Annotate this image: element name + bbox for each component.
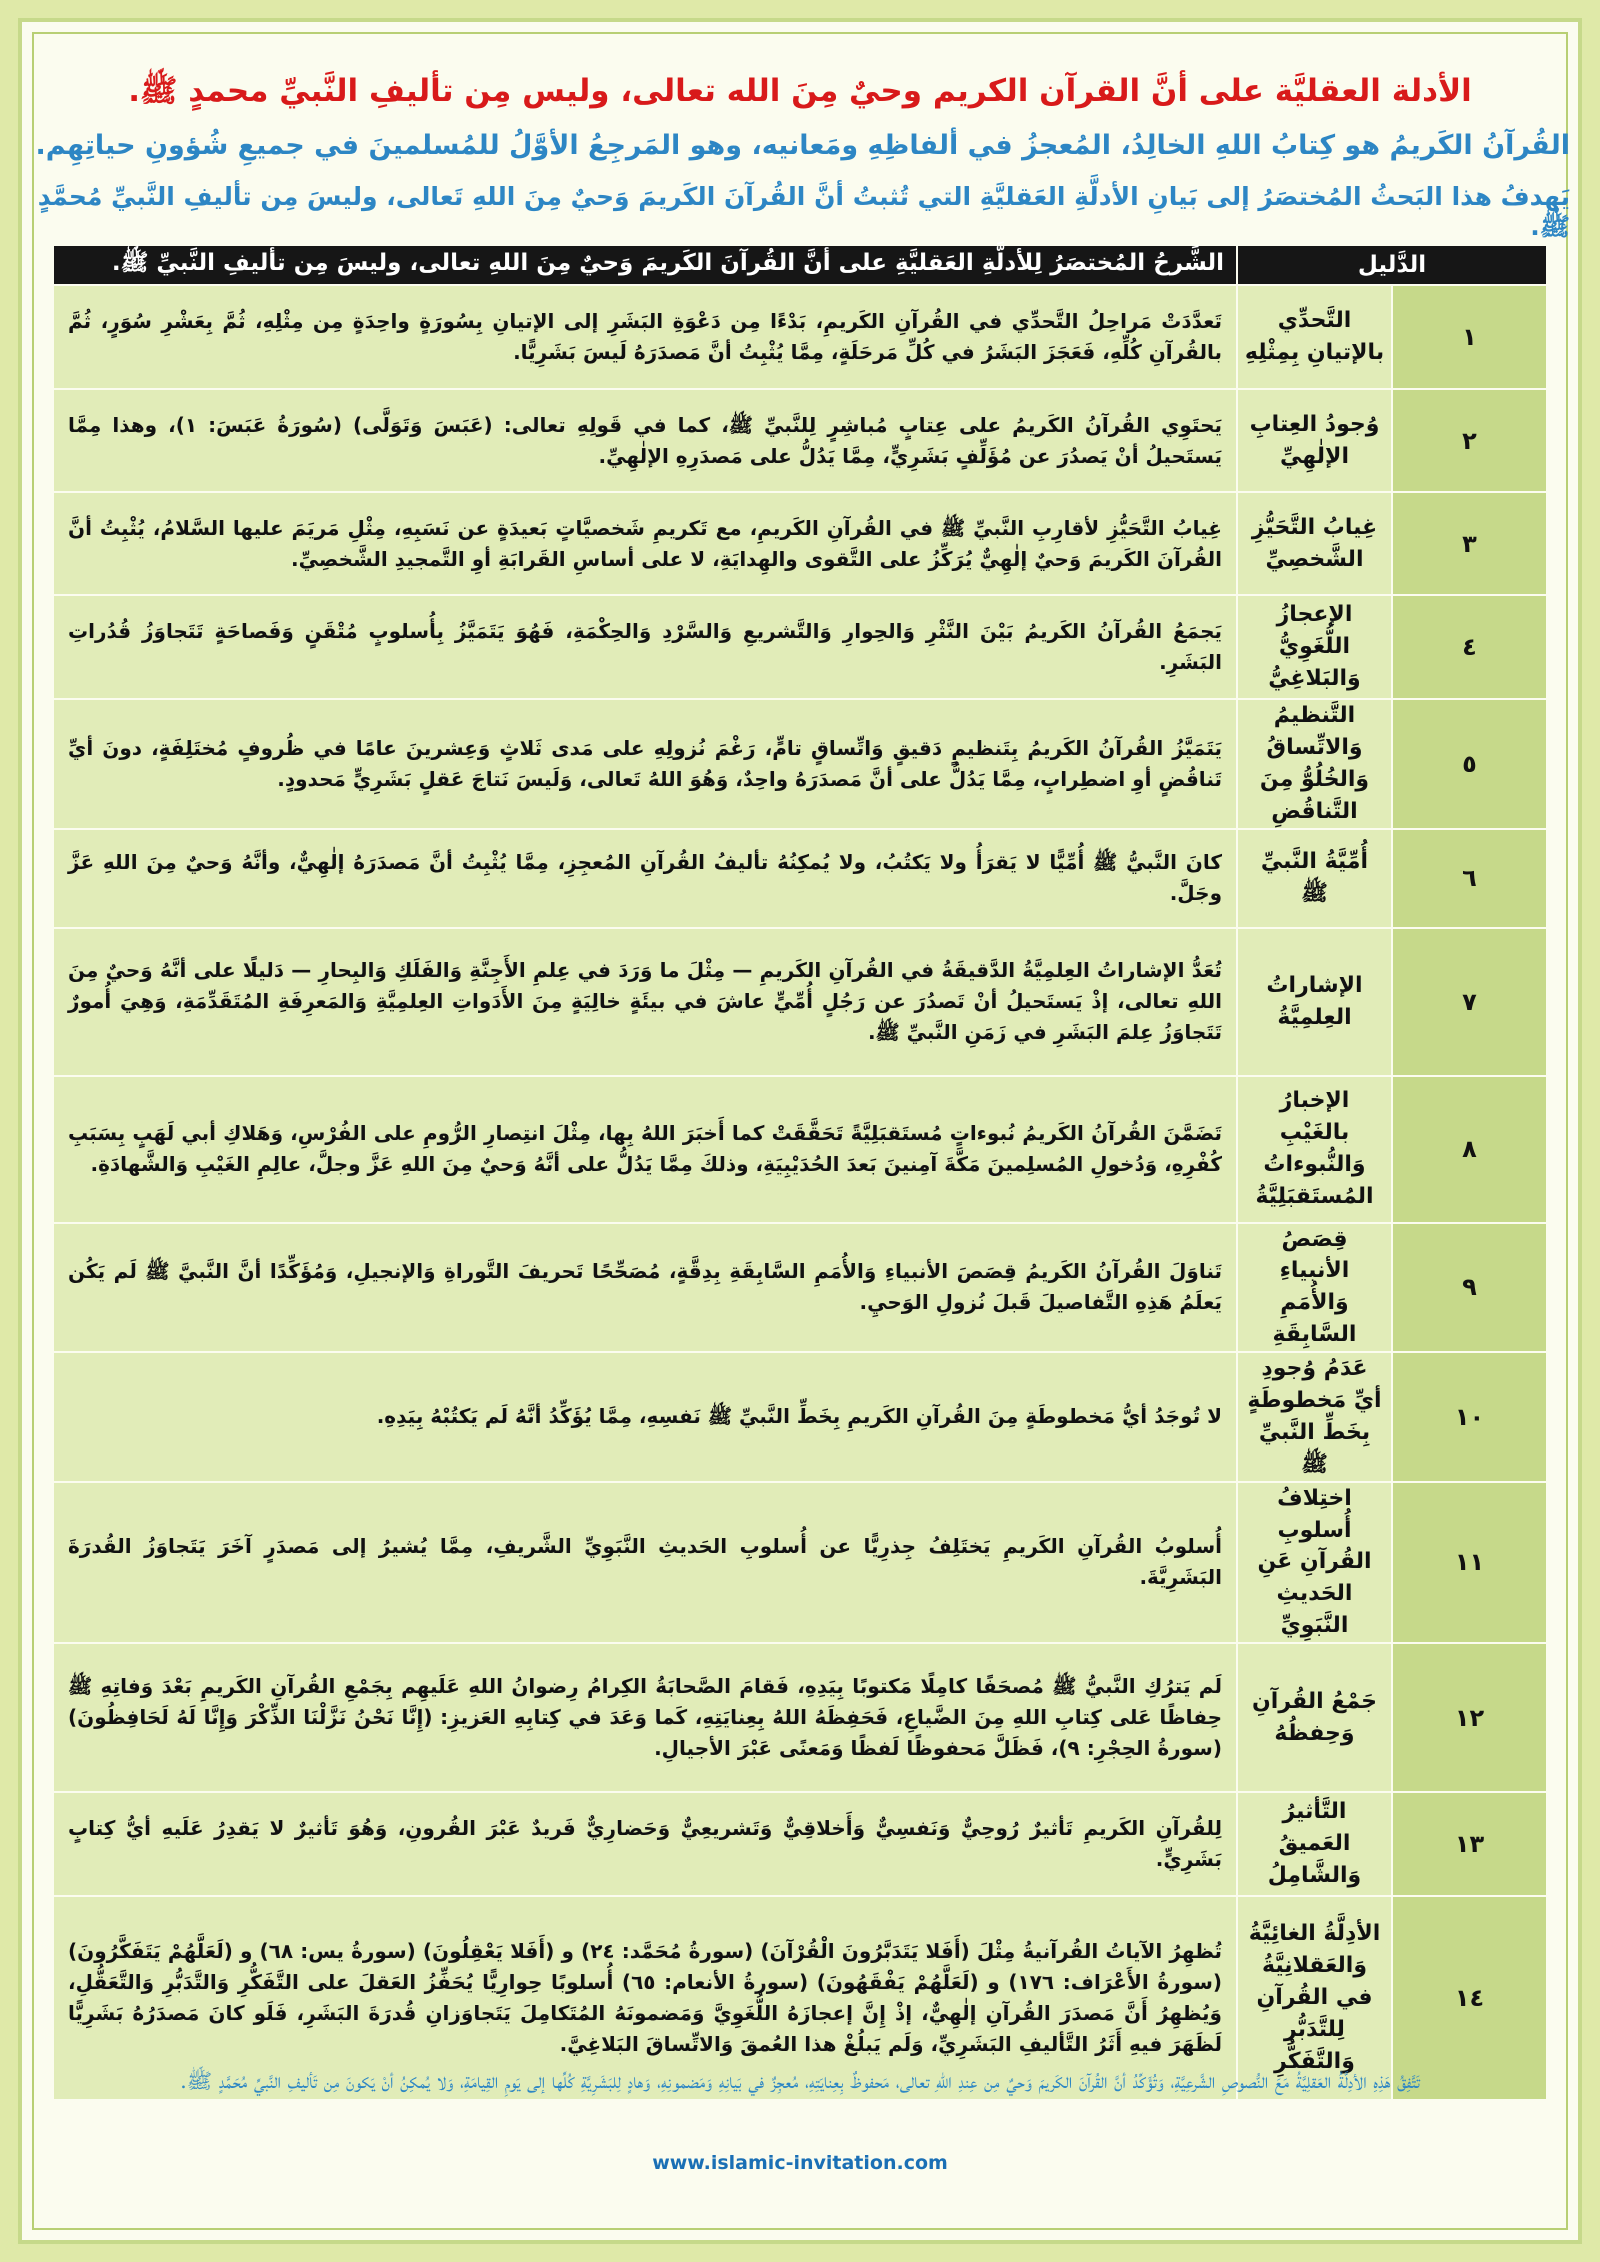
row-text: يَجمَعُ القُرآنُ الكَريمُ بَيْنَ النَّثْرِ وَالحِوارِ وَالتَّشريعِ وَالسَّرْدِ وَالحِكْمَةِ، فَهُوَ يَتَمَيَّزُ بِأُسلوبٍ مُتْقَنٍ وَفَصاحَةٍ تَتَجاوَزُ قُدُراتِ البَشَرِ.	[53, 595, 1237, 699]
row-text: تُعَدُّ الإشاراتُ العِلمِيَّةُ الدَّقيقَةُ في القُرآنِ الكَريمِ — مِثْلَ ما وَرَدَ في عِلمِ الأَجِنَّةِ وَالفَلَكِ وَالبِحارِ — دَليلًا على أنَّهُ وَحيٌ مِنَ اللهِ تعالى، إذْ يَستَحيلُ أنْ تَصدُرَ عن رَجُلٍ أُمِّيٍّ عاشَ في بيئَةٍ خالِيَةٍ مِنَ الأَدَواتِ العِلمِيَّةِ وَالمَعرِفَةِ المُتَقَدِّمَةِ، وَهِيَ أُمورٌ تَتَجاوَزُ عِلمَ البَشَرِ في زَمَنِ النَّبيِّ ﷺ.	[53, 928, 1237, 1076]
table-row	[53, 1076, 1547, 1223]
row-text: يَحتَوِي القُرآنُ الكَريمُ على عِتابٍ مُباشِرٍ لِلنَّبيِّ ﷺ، كما في قَولِهِ تعالى: (عَبَسَ وَتَوَلَّى) (سُورَةُ عَبَسَ: ١)، وهذا مِمَّا يَستَحيلُ أنْ يَصدُرَ عن مُؤَلِّفٍ بَشَرِيٍّ، مِمَّا يَدُلُّ على مَصدَرِهِ الإلٰهِيِّ.	[53, 389, 1237, 492]
table-row	[53, 389, 1547, 492]
row-title: الأدِلَّةُ الغائِيَّةُ وَالعَقلانِيَّةُ في القُرآنِ لِلتَّدَبُّرِ وَالتَّفَكُّرِ	[1237, 1896, 1392, 2100]
row-title: جَمْعُ القُرآنِ وَحِفظُهُ	[1237, 1643, 1392, 1792]
table-row	[53, 1643, 1547, 1792]
row-text: تَعدَّدَتْ مَراحِلُ التَّحدِّي في القُرآنِ الكَريمِ، بَدْءًا مِن دَعْوَةِ البَشَرِ إلى الإتيانِ بِسُورَةٍ واحِدَةٍ مِن مِثْلِهِ، ثُمَّ بِعَشْرِ سُوَرٍ، ثُمَّ بالقُرآنِ كُلِّهِ، فَعَجَزَ البَشَرُ في كُلِّ مَرحَلَةٍ، مِمَّا يُثْبِتُ أنَّ مَصدَرَهُ لَيسَ بَشَرِيًّا.	[53, 285, 1237, 389]
conclusion-text: تَتَّفِقُ هَذِهِ الأدِلَّةُ العَقلِيَّةُ مَعَ النُّصوصِ الشَّرعِيَّةِ، وَتُؤَكِّدُ أنَّ القُرآنَ الكَريمَ وَحيٌ مِن عِندِ اللهِ تعالى، مَحفوظٌ بِعِنايَتِهِ، مُعجِزٌ في بَيانِهِ وَمَضمونِهِ، وَهادٍ لِلبَشَرِيَّةِ كُلِّها إلى يَومِ القِيامَةِ، وَلا يُمكِنُ أنْ يَكونَ مِن تَأليفِ النَّبيِّ مُحَمَّدٍ ﷺ.	[180, 2069, 1420, 2093]
row-number: ٨	[1392, 1076, 1547, 1223]
website-link[interactable]: www.islamic-invitation.com	[652, 2152, 948, 2174]
table-row	[53, 1792, 1547, 1896]
row-title: اختِلافُ أُسلوبِ القُرآنِ عَنِ الحَديثِ النَّبَوِيِّ	[1237, 1482, 1392, 1643]
table-row	[53, 1223, 1547, 1353]
row-number: ٩	[1392, 1223, 1547, 1353]
row-number: ٥	[1392, 699, 1547, 829]
column-header-explanation: الشَّرحُ المُختصَرُ لِلأدلَّةِ العَقليَّةِ على أنَّ القُرآنَ الكَريمَ وَحيٌ مِنَ اللهِ تعالى، وليسَ مِن تأليفِ النَّبيِّ ﷺ.	[53, 245, 1237, 285]
row-text: تُظهِرُ الآياتُ القُرآنيةُ مِثْلَ (أَفَلا يَتَدَبَّرُونَ الْقُرْآنَ) (سورةُ مُحَمَّد: ٢٤) و (أَفَلا يَعْقِلُونَ) (سورةُ يس: ٦٨) و (لَعَلَّهُمْ يَتَفَكَّرُونَ) (سورةُ الأَعْرَاف: ١٧٦) و (لَعَلَّهُمْ يَفْقَهُونَ) (سورةُ الأنعام: ٦٥) أُسلوبًا حِوارِيًّا يُحَفِّزُ العَقلَ على التَّفَكُّرِ وَالتَّدَبُّرِ وَالتَّعَقُّلِ، وَيُظهِرُ أَنَّ مَصدَرَ القُرآنِ إلٰهِيٌّ، إذْ إِنَّ إعجازَهُ اللُّغَوِيَّ وَمَضمونَهُ المُتَكامِلَ يَتَجاوَزانِ قُدرَةَ البَشَرِ، فَلَو كانَ مَصدَرُهُ بَشَرِيًّا لَظَهَرَ فيهِ أَثَرُ التَّأليفِ البَشَرِيِّ، وَلَم يَبلُغْ هذا العُمقَ وَالاتِّساقَ البَلاغِيَّ.	[53, 1896, 1237, 2100]
row-text: لا تُوجَدُ أيُّ مَخطوطَةٍ مِنَ القُرآنِ الكَريمِ بِخَطِّ النَّبيِّ ﷺ نَفسِهِ، مِمَّا يُؤَكِّدُ أنَّهُ لَم يَكتُبْهُ بِيَدِهِ.	[53, 1352, 1237, 1482]
row-text: كانَ النَّبيُّ ﷺ أُمِّيًّا لا يَقرَأُ ولا يَكتُبُ، ولا يُمكِنُهُ تأليفُ القُرآنِ المُعجِزِ، مِمَّا يُثْبِتُ أنَّ مَصدَرَهُ إلٰهِيٌّ، وأنَّهُ وَحيٌ مِنَ اللهِ عَزَّ وجَلَّ.	[53, 829, 1237, 928]
row-number: ١٠	[1392, 1352, 1547, 1482]
row-title: عَدَمُ وُجودِ أيِّ مَخطوطَةٍ بِخَطِّ النَّبيِّ ﷺ	[1237, 1352, 1392, 1482]
row-number: ١٣	[1392, 1792, 1547, 1896]
page-title: الأدلة العقليَّة على أنَّ القرآن الكريم وحيٌ مِنَ الله تعالى، وليس مِن تأليفِ النَّبيِّ محمدٍ ﷺ.	[128, 73, 1472, 109]
row-title: أُمِّيَّةُ النَّبيِّ ﷺ	[1237, 829, 1392, 928]
row-text: لِلقُرآنِ الكَريمِ تَأثيرٌ رُوحِيٌّ وَنَفسِيٌّ وَأَخلاقِيٌّ وَتَشريعِيٌّ وَحَضارِيٌّ فَريدٌ عَبْرَ القُرونِ، وَهُوَ تَأثيرٌ لا يَقدِرُ عَلَيهِ أيُّ كِتابٍ بَشَرِيٍّ.	[53, 1792, 1237, 1896]
row-title: التَّأثيرُ العَميقُ وَالشَّامِلُ	[1237, 1792, 1392, 1896]
table-row	[53, 595, 1547, 699]
row-title: التَّحدِّي بالإتيانِ بِمِثْلِهِ	[1237, 285, 1392, 389]
row-number: ٦	[1392, 829, 1547, 928]
row-title: الإعجازُ اللُّغَوِيُّ وَالبَلاغِيُّ	[1237, 595, 1392, 699]
row-title: غِيابُ التَّحَيُّزِ الشَّخصِيِّ	[1237, 492, 1392, 595]
row-number: ١	[1392, 285, 1547, 389]
row-number: ١٤	[1392, 1896, 1547, 2100]
row-text: غِيابُ التَّحَيُّزِ لأقارِبِ النَّبيِّ ﷺ في القُرآنِ الكَريمِ، مع تَكريمِ شَخصيَّاتٍ بَعيدَةٍ عن نَسَبِهِ، مِثْلِ مَريَمَ عليها السَّلامُ، يُثْبِتُ أنَّ القُرآنَ الكَريمَ وَحيٌ إلٰهِيٌّ يُرَكِّزُ على التَّقوى والهِدايَةِ، لا على أساسِ القَرابَةِ أوِ التَّمجيدِ الشَّخصِيِّ.	[53, 492, 1237, 595]
table-row	[53, 285, 1547, 389]
intro-line-1: القُرآنُ الكَريمُ هو كِتابُ اللهِ الخالِدُ، المُعجزُ في ألفاظِهِ ومَعانيه، وهو المَرجِعُ الأوَّلُ للمُسلمينَ في جميعِ شُؤونِ حياتِهِم.	[35, 130, 1570, 161]
row-number: ٢	[1392, 389, 1547, 492]
row-number: ٧	[1392, 928, 1547, 1076]
row-text: تَناوَلَ القُرآنُ الكَريمُ قِصَصَ الأنبياءِ وَالأُمَمِ السَّابِقَةِ بِدِقَّةٍ، مُصَحِّحًا تَحريفَ التَّوراةِ وَالإنجيلِ، وَمُؤَكِّدًا أنَّ النَّبيَّ ﷺ لَم يَكُن يَعلَمُ هَذِهِ التَّفاصيلَ قَبلَ نُزولِ الوَحيِ.	[53, 1223, 1237, 1353]
row-title: الإشاراتُ العِلمِيَّةُ	[1237, 928, 1392, 1076]
row-text: أُسلوبُ القُرآنِ الكَريمِ يَختَلِفُ جِذرِيًّا عن أُسلوبِ الحَديثِ النَّبَوِيِّ الشَّريفِ، مِمَّا يُشيرُ إلى مَصدَرٍ آخَرَ يَتَجاوَزُ القُدرَةَ البَشَرِيَّةَ.	[53, 1482, 1237, 1643]
table-row	[53, 928, 1547, 1076]
row-title: قِصَصُ الأنبياءِ وَالأُمَمِ السَّابِقَةِ	[1237, 1223, 1392, 1353]
column-header-dalil: الدَّليل	[1237, 245, 1547, 285]
table-row	[53, 699, 1547, 829]
table-row	[53, 492, 1547, 595]
row-text: لَم يَترُكِ النَّبيُّ ﷺ مُصحَفًا كامِلًا مَكتوبًا بِيَدِهِ، فَقامَ الصَّحابَةُ الكِرامُ رِضوانُ اللهِ عَلَيهِم بِجَمْعِ القُرآنِ الكَريمِ بَعْدَ وَفاتِهِ ﷺ حِفاظًا عَلى كِتابِ اللهِ مِنَ الضَّياعِ، فَحَفِظَهُ اللهُ بِعِنايَتِهِ، كَما وَعَدَ في كِتابِهِ العَزيزِ: (إِنَّا نَحْنُ نَزَّلْنَا الذِّكْرَ وَإِنَّا لَهُ لَحَافِظُونَ) (سورةُ الحِجْرِ: ٩)، فَظَلَّ مَحفوظًا لَفظًا وَمَعنًى عَبْرَ الأجيالِ.	[53, 1643, 1237, 1792]
table-header-row	[53, 245, 1547, 285]
row-text: يَتَمَيَّزُ القُرآنُ الكَريمُ بِتَنظيمٍ دَقيقٍ وَاتِّساقٍ تامٍّ، رَغْمَ نُزولِهِ على مَدى ثَلاثٍ وَعِشرينَ عامًا في ظُروفٍ مُختَلِفَةٍ، دونَ أيِّ تَناقُضٍ أوِ اضطِرابٍ، مِمَّا يَدُلُّ على أنَّ مَصدَرَهُ واحِدٌ، وَهُوَ اللهُ تَعالى، وَلَيسَ نَتاجَ عَقلٍ بَشَرِيٍّ مَحدودٍ.	[53, 699, 1237, 829]
row-number: ٣	[1392, 492, 1547, 595]
table-row	[53, 1352, 1547, 1482]
row-number: ١٢	[1392, 1643, 1547, 1792]
row-title: وُجودُ العِتابِ الإلٰهِيِّ	[1237, 389, 1392, 492]
row-number: ١١	[1392, 1482, 1547, 1643]
intro-line-2: يَهدفُ هذا البَحثُ المُختصَرُ إلى بَيانِ الأدلَّةِ العَقليَّةِ التي تُثبتُ أنَّ القُرآنَ الكَريمَ وَحيٌ مِنَ اللهِ تَعالى، وليسَ مِن تأليفِ النَّبيِّ مُحمَّدٍ ﷺ.	[37, 182, 1570, 241]
table-row	[53, 829, 1547, 928]
row-number: ٤	[1392, 595, 1547, 699]
row-title: التَّنظيمُ وَالاتِّساقُ وَالخُلُوُّ مِنَ التَّناقُضِ	[1237, 699, 1392, 829]
row-text: تَضَمَّنَ القُرآنُ الكَريمُ نُبوءاتٍ مُستَقبَلِيَّةً تَحَقَّقَتْ كما أَخبَرَ اللهُ بِها، مِثْلَ انتِصارِ الرُّومِ على الفُرْسِ، وَهَلاكِ أبي لَهَبٍ بِسَبَبِ كُفْرِهِ، وَدُخولِ المُسلِمينَ مَكَّةَ آمِنينَ بَعدَ الحُدَيْبِيَةِ، وذلكَ مِمَّا يَدُلُّ على أنَّهُ وَحيٌ مِنَ اللهِ عَزَّ وجلَّ، عالِمِ الغَيْبِ وَالشَّهادَةِ.	[53, 1076, 1237, 1223]
evidence-table	[52, 244, 1548, 2101]
table-row	[53, 1482, 1547, 1643]
row-title: الإخبارُ بالغَيْبِ وَالنُّبوءاتُ المُستَقبَلِيَّةُ	[1237, 1076, 1392, 1223]
